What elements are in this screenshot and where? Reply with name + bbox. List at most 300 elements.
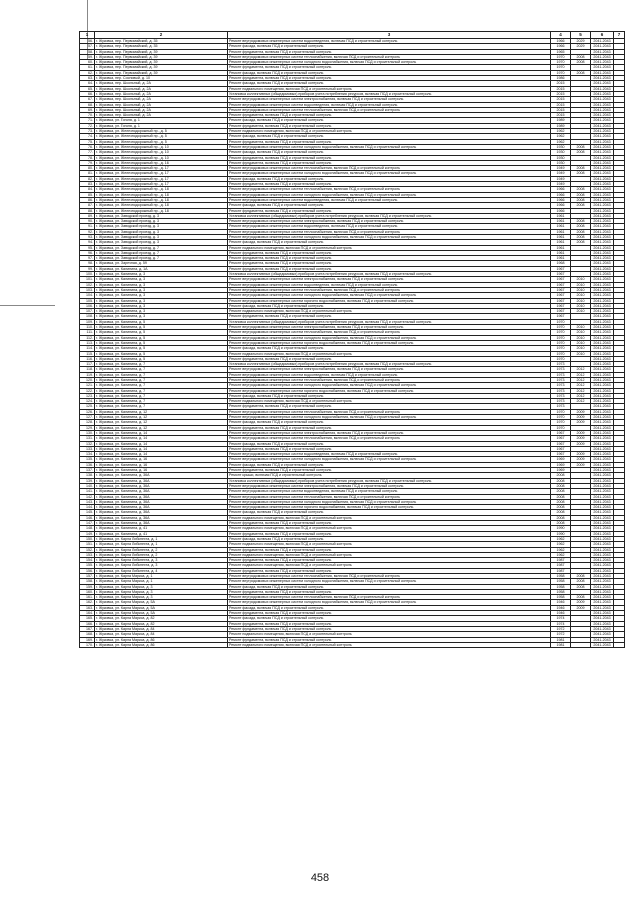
last-repair-year-cell: 2029 [571, 44, 591, 49]
work-type-cell: Установка коллективных (общедомовых) приборов учета потребления ресурсов, включая ПСД и строительный контроль [228, 91, 551, 96]
address-cell: г. Жуковка, ул. Калинина, д. 16 [95, 468, 228, 473]
last-repair-year-cell: 2010 [571, 335, 591, 340]
build-year-cell: 1970 [551, 415, 571, 420]
row-number: 158. [80, 579, 95, 584]
planned-period-cell: 2041-2043 [591, 134, 614, 139]
work-type-cell: Ремонт подвального помещения, включая ПСД и строительный контроль [228, 526, 551, 531]
planned-period-cell: 2041-2043 [591, 589, 614, 594]
row-number: 114. [80, 346, 95, 351]
address-cell: г. Жуковка, ул. Калинина, д. 36А [95, 494, 228, 499]
build-year-cell: 1970 [551, 351, 571, 356]
row-number: 110. [80, 325, 95, 330]
work-type-cell: Ремонт внутридомовых инженерных систем теплоснабжения, включая ПСД и строительный контроль [228, 573, 551, 578]
planned-period-cell: 2041-2043 [591, 192, 614, 197]
last-repair-year-cell: 2009 [571, 430, 591, 435]
row-number: 112. [80, 335, 95, 340]
build-year-cell: 1970 [551, 325, 571, 330]
address-cell: г. Жуковка, пер. Первомайский, д. 35 [95, 39, 228, 44]
work-type-cell: Ремонт фундамента, включая ПСД и строительный контроль [228, 404, 551, 409]
build-year-cell: 1968 [551, 261, 571, 266]
work-type-cell: Ремонт фундамента, включая ПСД и строительный контроль [228, 547, 551, 552]
last-repair-year-cell: 2008 [571, 579, 591, 584]
build-year-cell: 1967 [551, 298, 571, 303]
row-number: 81. [80, 171, 95, 176]
planned-period-cell: 2041-2043 [591, 642, 614, 647]
build-year-cell: 1961 [551, 256, 571, 261]
work-type-cell: Ремонт внутридомовых инженерных систем холодного водоснабжения, включая ПСД и строительный контроль [228, 171, 551, 176]
last-repair-year-cell: 2010 [571, 277, 591, 282]
address-cell: г. Жуковка, ул. Заречная, д. 59 [95, 261, 228, 266]
work-type-cell: Ремонт внутридомовых инженерных систем электроснабжения, включая ПСД и строительный контроль [228, 325, 551, 330]
last-repair-year-cell: 2008 [571, 203, 591, 208]
address-cell: г. Жуковка, ул. Карла Маркса, д. 86 [95, 642, 228, 647]
last-repair-year-cell: 2010 [571, 303, 591, 308]
planned-period-cell: 2041-2043 [591, 483, 614, 488]
planned-period-cell: 2041-2043 [591, 97, 614, 102]
address-cell: г. Жуковка, ул. Заводской проезд, д. 3 [95, 224, 228, 229]
header-cell: 5 [571, 32, 591, 39]
planned-period-cell: 2041-2043 [591, 346, 614, 351]
row-number: 59. [80, 54, 95, 59]
work-type-cell: Ремонт фасада, включая ПСД и строительный контроль [228, 393, 551, 398]
planned-period-cell: 2041-2043 [591, 611, 614, 616]
build-year-cell: 1969 [551, 457, 571, 462]
build-year-cell: 1967 [551, 436, 571, 441]
planned-period-cell: 2041-2043 [591, 81, 614, 86]
planned-period-cell: 2041-2043 [591, 160, 614, 165]
build-year-cell: 1973 [551, 399, 571, 404]
last-repair-year-cell: 2008 [571, 150, 591, 155]
build-year-cell: 1946 [551, 600, 571, 605]
planned-period-cell: 2041-2043 [591, 266, 614, 271]
planned-period-cell: 2041-2043 [591, 76, 614, 81]
work-type-cell: Ремонт фундамента, включая ПСД и строительный контроль [228, 611, 551, 616]
planned-period-cell: 2041-2043 [591, 430, 614, 435]
work-type-cell: Ремонт внутридомовых инженерных систем теплоснабжения, включая ПСД и строительный контроль [228, 595, 551, 600]
address-cell: г. Жуковка, ул. Калинина, д. 12 [95, 415, 228, 420]
address-cell: г. Жуковка, ул. Карла Маркса, д. 82 [95, 616, 228, 621]
build-year-cell: 1970 [551, 70, 571, 75]
build-year-cell: 1961 [551, 240, 571, 245]
planned-period-cell: 2041-2043 [591, 245, 614, 250]
address-cell: г. Жуковка, ул. Калинина, д. 7 [95, 378, 228, 383]
planned-period-cell: 2041-2043 [591, 39, 614, 44]
row-number: 111. [80, 330, 95, 335]
build-year-cell: 1987 [551, 558, 571, 563]
planned-period-cell: 2041-2043 [591, 457, 614, 462]
row-number: 94. [80, 240, 95, 245]
build-year-cell: 1967 [551, 293, 571, 298]
address-cell: г. Жуковка, ул. Калинина, д. 7 [95, 362, 228, 367]
build-year-cell: 1961 [551, 234, 571, 239]
planned-period-cell: 2041-2043 [591, 293, 614, 298]
build-year-cell: 1966 [551, 192, 571, 197]
last-repair-year-cell: 2012 [571, 367, 591, 372]
build-year-cell: 1970 [551, 420, 571, 425]
build-year-cell: 1949 [551, 166, 571, 171]
address-cell: г. Жуковка, ул. Калинина, д. 16 [95, 457, 228, 462]
address-cell: г. Жуковка, ул. Калинина, д. 7 [95, 372, 228, 377]
work-type-cell: Ремонт фасада, включая ПСД и строительный контроль [228, 203, 551, 208]
row-number: 152. [80, 547, 95, 552]
row-number: 166. [80, 621, 95, 626]
last-repair-year-cell: 2009 [571, 420, 591, 425]
address-cell: г. Жуковка, ул. Калинина, д. 5 [95, 325, 228, 330]
build-year-cell: 1967 [551, 314, 571, 319]
planned-period-cell: 2041-2043 [591, 626, 614, 631]
work-type-cell: Ремонт фундамента, включая ПСД и строительный контроль [228, 531, 551, 536]
row-number: 132. [80, 441, 95, 446]
address-cell: г. Жуковка, ул. Карла Маркса, д. 86 [95, 637, 228, 642]
row-number: 140. [80, 483, 95, 488]
build-year-cell: 1973 [551, 383, 571, 388]
build-year-cell: 1970 [551, 335, 571, 340]
work-type-cell: Ремонт внутридомовых инженерных систем холодного водоснабжения, включая ПСД и строительный контроль [228, 293, 551, 298]
build-year-cell: 1981 [551, 642, 571, 647]
build-year-cell: 1970 [551, 60, 571, 65]
work-type-cell: Ремонт фундамента, включая ПСД и строительный контроль [228, 568, 551, 573]
work-type-cell: Ремонт внутридомовых инженерных систем водоотведения, включая ПСД и строительный контроль [228, 489, 551, 494]
build-year-cell: 1949 [551, 182, 571, 187]
row-number: 93. [80, 234, 95, 239]
build-year-cell: 1961 [551, 224, 571, 229]
row-number: 117. [80, 362, 95, 367]
last-repair-year-cell [571, 642, 591, 647]
work-type-cell: Ремонт фасада, включая ПСД и строительный контроль [228, 605, 551, 610]
work-type-cell: Ремонт внутридомовых инженерных систем горячего водоснабжения, включая ПСД и строительный контроль [228, 340, 551, 345]
work-type-cell: Ремонт внутридомовых инженерных систем холодного водоснабжения, включая ПСД и строительный контроль [228, 457, 551, 462]
work-type-cell: Ремонт фасада, включая ПСД и строительный контроль [228, 150, 551, 155]
address-cell: г. Жуковка, пер. Первомайский, д. 39 [95, 60, 228, 65]
row-number: 160. [80, 589, 95, 594]
work-type-cell: Ремонт подвального помещения, включая ПСД и строительный контроль [228, 642, 551, 647]
last-repair-year-cell: 2008 [571, 240, 591, 245]
page-number: 458 [310, 872, 330, 884]
planned-period-cell: 2041-2043 [591, 314, 614, 319]
planned-period-cell: 2041-2043 [591, 219, 614, 224]
row-number: 95. [80, 245, 95, 250]
address-cell: г. Жуковка, ул. Железнодорожный пр., д. 10 [95, 150, 228, 155]
work-type-cell: Установка коллективных (общедомовых) приборов учета потребления ресурсов, включая ПСД и строительный контроль [228, 319, 551, 324]
build-year-cell: 2008 [551, 499, 571, 504]
row-number: 123. [80, 393, 95, 398]
planned-period-cell: 2041-2043 [591, 499, 614, 504]
planned-period-cell: 2041-2043 [591, 335, 614, 340]
build-year-cell: 1966 [551, 39, 571, 44]
planned-period-cell: 2041-2043 [591, 595, 614, 600]
row-number: 150. [80, 536, 95, 541]
address-cell: г. Жуковка, ул. Железнодорожный пр., д. 18 [95, 187, 228, 192]
build-year-cell: 1967 [551, 272, 571, 277]
address-cell: г. Жуковка, ул. Калинина, д. 5 [95, 340, 228, 345]
address-cell: г. Жуковка, ул. Карла Маркса, д. 5А [95, 600, 228, 605]
planned-period-cell: 2041-2043 [591, 536, 614, 541]
last-repair-year-cell: 2008 [571, 171, 591, 176]
planned-period-cell: 2041-2043 [591, 208, 614, 213]
header-cell: 4 [551, 32, 571, 39]
address-cell: г. Жуковка, ул. Калинина, д. 5 [95, 346, 228, 351]
work-type-cell: Ремонт фасада, включая ПСД и строительный контроль [228, 346, 551, 351]
work-type-cell: Ремонт фундамента, включая ПСД и строительный контроль [228, 468, 551, 473]
build-year-cell: 1949 [551, 171, 571, 176]
address-cell: г. Жуковка, ул. Калинина, д. 12 [95, 425, 228, 430]
work-type-cell: Ремонт фундамента, включая ПСД и строительный контроль [228, 558, 551, 563]
build-year-cell: 1962 [551, 547, 571, 552]
planned-period-cell: 2041-2043 [591, 250, 614, 255]
address-cell: г. Жуковка, ул. Заводской проезд, д. 7 [95, 250, 228, 255]
address-cell: г. Жуковка, пер. Школьный, д. 2А [95, 91, 228, 96]
address-cell: г. Жуковка, ул. Калинина, д. 14 [95, 441, 228, 446]
address-cell: г. Жуковка, ул. Калинина, д. 14 [95, 430, 228, 435]
row-number: 79. [80, 160, 95, 165]
work-type-cell: Установка коллективных (общедомовых) приборов учета потребления ресурсов, включая ПСД и строительный контроль [228, 362, 551, 367]
planned-period-cell: 2041-2043 [591, 568, 614, 573]
address-cell: г. Жуковка, ул. Калинина, д. 36А [95, 499, 228, 504]
last-repair-year-cell: 2008 [571, 573, 591, 578]
address-cell: г. Жуковка, ул. Калинина, д. 3 [95, 277, 228, 282]
work-type-cell: Ремонт внутридомовых инженерных систем холодного водоснабжения, включая ПСД и строительный контроль [228, 600, 551, 605]
address-cell: г. Жуковка, ул. Калинина, д. 7 [95, 404, 228, 409]
last-repair-year-cell: 2009 [571, 605, 591, 610]
build-year-cell: 1974 [551, 616, 571, 621]
work-type-cell: Ремонт подвального помещения, включая ПСД и строительный контроль [228, 309, 551, 314]
row-number: 103. [80, 287, 95, 292]
build-year-cell: 1958 [551, 573, 571, 578]
build-year-cell: 1961 [551, 229, 571, 234]
row-number: 133. [80, 446, 95, 451]
planned-period-cell: 2041-2043 [591, 86, 614, 91]
address-cell: г. Жуковка, ул. Заводской проезд, д. 3 [95, 234, 228, 239]
last-repair-year-cell: 2012 [571, 388, 591, 393]
work-type-cell: Ремонт фундамента, включая ПСД и строительный контроль [228, 314, 551, 319]
address-cell: г. Жуковка, ул. Гоголя, д. 1 [95, 123, 228, 128]
planned-period-cell: 2041-2043 [591, 473, 614, 478]
build-year-cell: 1967 [551, 282, 571, 287]
build-year-cell: 1970 [551, 346, 571, 351]
address-cell: г. Жуковка, ул. Карла Маркса, д. 5А [95, 611, 228, 616]
row-number: 63. [80, 76, 95, 81]
address-cell: г. Жуковка, ул. Калинина, д. 41 [95, 531, 228, 536]
build-year-cell: 1962 [551, 552, 571, 557]
planned-period-cell: 2041-2043 [591, 319, 614, 324]
planned-period-cell: 2041-2043 [591, 415, 614, 420]
planned-period-cell: 2041-2043 [591, 303, 614, 308]
planned-period-cell: 2041-2043 [591, 515, 614, 520]
address-cell: г. Жуковка, пер. Школьный, д. 2А [95, 86, 228, 91]
work-type-cell: Ремонт фасада, включая ПСД и строительный контроль [228, 240, 551, 245]
address-cell: г. Жуковка, ул. Железнодорожный пр., д. 17 [95, 176, 228, 181]
planned-period-cell: 2041-2043 [591, 547, 614, 552]
address-cell: г. Жуковка, ул. Железнодорожный пр., д. 17 [95, 166, 228, 171]
row-number: 149. [80, 531, 95, 536]
planned-period-cell: 2041-2043 [591, 113, 614, 118]
work-type-cell: Ремонт внутридомовых инженерных систем электроснабжения, включая ПСД и строительный контроль [228, 483, 551, 488]
build-year-cell: 1967 [551, 266, 571, 271]
planned-period-cell: 2041-2043 [591, 409, 614, 414]
planned-period-cell: 2041-2043 [591, 388, 614, 393]
row-number: 88. [80, 208, 95, 213]
planned-period-cell: 2041-2043 [591, 182, 614, 187]
row-number: 120. [80, 378, 95, 383]
address-cell: г. Жуковка, ул. Калинина, д. 36А [95, 510, 228, 515]
work-type-cell: Ремонт внутридомовых инженерных систем теплоснабжения, включая ПСД и строительный контроль [228, 436, 551, 441]
build-year-cell: 1970 [551, 425, 571, 430]
build-year-cell: 1958 [551, 595, 571, 600]
build-year-cell: 1961 [551, 245, 571, 250]
work-type-cell: Ремонт внутридомовых инженерных систем водоотведения, включая ПСД и строительный контроль [228, 452, 551, 457]
address-cell: г. Жуковка, ул. Калинина, д. 3 [95, 303, 228, 308]
row-number: 87. [80, 203, 95, 208]
address-cell: г. Жуковка, ул. Гоголя, д. 1 [95, 118, 228, 123]
build-year-cell: 1966 [551, 208, 571, 213]
row-number: 70. [80, 113, 95, 118]
planned-period-cell: 2041-2043 [591, 144, 614, 149]
planned-period-cell: 2041-2043 [591, 49, 614, 54]
address-cell: г. Жуковка, пер. Школьный, д. 2А [95, 107, 228, 112]
work-type-cell: Ремонт подвального помещения, включая ПСД и строительный контроль [228, 86, 551, 91]
build-year-cell: 2008 [551, 494, 571, 499]
build-year-cell: 1973 [551, 388, 571, 393]
address-cell: г. Жуковка, ул. Калинина, д. 3 [95, 282, 228, 287]
work-type-cell: Ремонт фундамента, включая ПСД и строительный контроль [228, 160, 551, 165]
planned-period-cell: 2041-2043 [591, 399, 614, 404]
row-number: 86. [80, 197, 95, 202]
row-number: 138. [80, 473, 95, 478]
last-repair-year-cell: 2008 [571, 197, 591, 202]
address-cell: г. Жуковка, ул. Калинина, д. 5 [95, 351, 228, 356]
planned-period-cell: 2041-2043 [591, 213, 614, 218]
work-type-cell: Ремонт внутридомовых инженерных систем теплоснабжения, включая ПСД и строительный контроль [228, 166, 551, 171]
address-cell: г. Жуковка, ул. Калинина, д. 14 [95, 436, 228, 441]
address-cell: г. Жуковка, ул. Калинина, д. 36А [95, 515, 228, 520]
work-type-cell: Ремонт внутридомовых инженерных систем горячего водоснабжения, включая ПСД и строительный контроль [228, 505, 551, 510]
planned-period-cell: 2041-2043 [591, 621, 614, 626]
work-type-cell: Установка коллективных (общедомовых) приборов учета потребления ресурсов, включая ПСД и строительный контроль [228, 478, 551, 483]
work-type-cell: Ремонт фасада, включая ПСД и строительный контроль [228, 118, 551, 123]
work-type-cell: Ремонт фасада, включая ПСД и строительный контроль [228, 441, 551, 446]
address-cell: г. Жуковка, ул. Заводской проезд, д. 7 [95, 256, 228, 261]
planned-period-cell: 2041-2043 [591, 60, 614, 65]
planned-period-cell: 2041-2043 [591, 123, 614, 128]
build-year-cell: 1962 [551, 134, 571, 139]
work-type-cell: Ремонт фасада, включая ПСД и строительный контроль [228, 420, 551, 425]
build-year-cell: 2015 [551, 86, 571, 91]
work-type-cell: Ремонт внутридомовых инженерных систем водоотведения, включая ПСД и строительный контроль [228, 102, 551, 107]
last-repair-year-cell: 2010 [571, 282, 591, 287]
work-type-cell: Ремонт подвального помещения, включая ПСД и строительный контроль [228, 552, 551, 557]
address-cell: г. Жуковка, ул. Калинина, д. 1А [95, 266, 228, 271]
last-repair-year-cell: 2010 [571, 351, 591, 356]
address-cell: г. Жуковка, ул. Карла Маркса, д. 84 [95, 626, 228, 631]
planned-period-cell: 2041-2043 [591, 65, 614, 70]
work-type-cell: Ремонт подвального помещения, включая ПСД и строительный контроль [228, 351, 551, 356]
last-repair-year-cell: 2012 [571, 399, 591, 404]
planned-period-cell: 2041-2043 [591, 372, 614, 377]
last-repair-year-cell: 2009 [571, 462, 591, 467]
planned-period-cell: 2041-2043 [591, 505, 614, 510]
build-year-cell: 1966 [551, 44, 571, 49]
planned-period-cell: 2041-2043 [591, 261, 614, 266]
address-cell: г. Жуковка, ул. Железнодорожный пр., д. 18 [95, 203, 228, 208]
build-year-cell: 1990 [551, 531, 571, 536]
work-type-cell: Ремонт фасада, включая ПСД и строительный контроль [228, 510, 551, 515]
last-repair-year-cell: 2008 [571, 144, 591, 149]
address-cell: г. Жуковка, ул. Карла Маркса, д. 84 [95, 632, 228, 637]
last-repair-year-cell: 2009 [571, 441, 591, 446]
build-year-cell: 1973 [551, 362, 571, 367]
work-type-cell: Ремонт внутридомовых инженерных систем электроснабжения, включая ПСД и строительный контроль [228, 277, 551, 282]
build-year-cell: 1973 [551, 393, 571, 398]
planned-period-cell: 2041-2043 [591, 70, 614, 75]
work-type-cell: Ремонт подвального помещения, включая ПСД и строительный контроль [228, 563, 551, 568]
build-year-cell: 1967 [551, 277, 571, 282]
planned-period-cell: 2041-2043 [591, 441, 614, 446]
row-number: 84. [80, 187, 95, 192]
build-year-cell: 2015 [551, 81, 571, 86]
work-type-cell: Ремонт подвального помещения, включая ПСД и строительный контроль [228, 515, 551, 520]
planned-period-cell: 2041-2043 [591, 229, 614, 234]
work-type-cell: Ремонт фундамента, включая ПСД и строительный контроль [228, 261, 551, 266]
build-year-cell: 1989 [551, 118, 571, 123]
work-type-cell: Установка коллективных (общедомовых) приборов учета потребления ресурсов, включая ПСД и строительный контроль [228, 272, 551, 277]
work-type-cell: Ремонт фасада, включая ПСД и строительный контроль [228, 536, 551, 541]
row-number: 80. [80, 166, 95, 171]
planned-period-cell: 2041-2043 [591, 234, 614, 239]
address-cell: г. Жуковка, ул. Заводской проезд, д. 3 [95, 229, 228, 234]
build-year-cell: 1986 [551, 76, 571, 81]
row-number: 67. [80, 97, 95, 102]
address-cell: г. Жуковка, ул. Калинина, д. 7 [95, 393, 228, 398]
build-year-cell: 1973 [551, 404, 571, 409]
work-type-cell: Ремонт внутридомовых инженерных систем водоотведения, включая ПСД и строительный контроль [228, 224, 551, 229]
last-repair-year-cell: 2012 [571, 378, 591, 383]
work-type-cell: Ремонт внутридомовых инженерных систем холодного водоснабжения, включая ПСД и строительный контроль [228, 415, 551, 420]
address-cell: г. Жуковка, ул. Калинина, д. 3 [95, 309, 228, 314]
work-type-cell: Ремонт внутридомовых инженерных систем холодного водоснабжения, включая ПСД и строительный контроль [228, 383, 551, 388]
address-cell: г. Жуковка, ул. Карла Либкнехта, д. 3 [95, 558, 228, 563]
planned-period-cell: 2041-2043 [591, 155, 614, 160]
planned-period-cell: 2041-2043 [591, 616, 614, 621]
row-number: 100. [80, 272, 95, 277]
build-year-cell: 1966 [551, 187, 571, 192]
planned-period-cell: 2041-2043 [591, 425, 614, 430]
build-year-cell: 1972 [551, 632, 571, 637]
row-number: 66. [80, 91, 95, 96]
address-cell: г. Жуковка, ул. Калинина, д. 36А [95, 473, 228, 478]
last-repair-year-cell: 2010 [571, 330, 591, 335]
build-year-cell: 1973 [551, 378, 571, 383]
row-number: 75. [80, 139, 95, 144]
work-type-cell: Ремонт внутридомовых инженерных систем теплоснабжения, включая ПСД и строительный контроль [228, 409, 551, 414]
build-year-cell: 1970 [551, 54, 571, 59]
row-number: 119. [80, 372, 95, 377]
planned-period-cell: 2041-2043 [591, 579, 614, 584]
work-type-cell: Ремонт внутридомовых инженерных систем электроснабжения, включая ПСД и строительный контроль [228, 367, 551, 372]
row-number: 76. [80, 144, 95, 149]
build-year-cell: 1930 [551, 144, 571, 149]
row-number: 136. [80, 462, 95, 467]
work-type-cell: Ремонт внутридомовых инженерных систем холодного водоснабжения, включая ПСД и строительный контроль [228, 144, 551, 149]
planned-period-cell: 2041-2043 [591, 478, 614, 483]
work-type-cell: Ремонт внутридомовых инженерных систем горячего водоснабжения, включая ПСД и строительный контроль [228, 298, 551, 303]
work-type-cell: Ремонт внутридомовых инженерных систем водоотведения, включая ПСД и строительный контроль [228, 39, 551, 44]
work-type-cell: Ремонт внутридомовых инженерных систем холодного водоснабжения, включая ПСД и строительный контроль [228, 579, 551, 584]
build-year-cell: 1930 [551, 160, 571, 165]
planned-period-cell: 2041-2043 [591, 356, 614, 361]
address-cell: г. Жуковка, ул. Заводской проезд, д. 7 [95, 245, 228, 250]
header-cell: 3 [228, 32, 551, 39]
planned-period-cell: 2041-2043 [591, 584, 614, 589]
